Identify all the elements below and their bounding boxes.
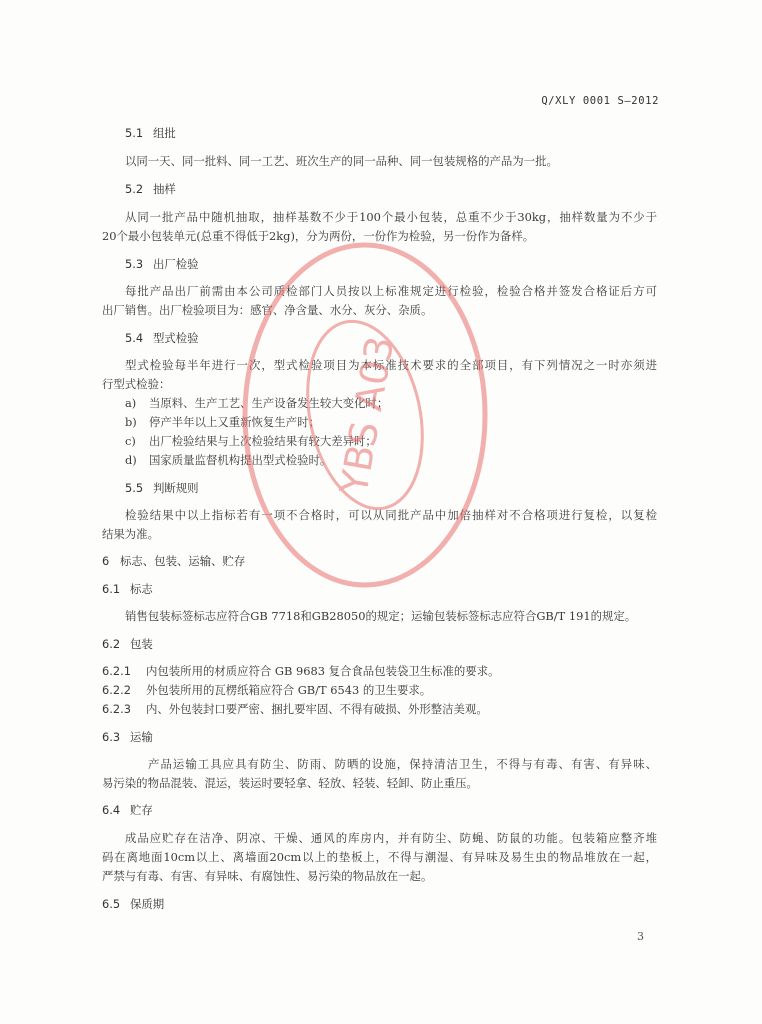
list-marker: 6.2.1	[102, 664, 131, 678]
list-item	[125, 396, 388, 410]
section-6-4-text-line1: 成品应贮存在洁净、阴凉、干燥、通风的库房内，并有防尘、防蝇、防鼠的功能。包装箱应整齐堆	[125, 831, 657, 845]
section-title: 运输	[130, 730, 153, 744]
list-item	[125, 434, 377, 448]
section-number: 6.4	[102, 803, 121, 817]
list-text: 内、外包装封口要严密、捆扎要牢固、不得有破损、外形整洁美观。	[146, 702, 488, 716]
section-6-3-text-line2: 易污染的物品混装、混运，装运时要轻拿、轻放、轻装、轻卸、防止重压。	[102, 776, 478, 790]
list-text: 外包装所用的瓦楞纸箱应符合 GB/T 6543 的卫生要求。	[146, 683, 432, 697]
section-title: 贮存	[130, 803, 153, 817]
section-5-1-heading	[125, 126, 176, 140]
list-text: 内包装所用的材质应符合 GB 9683 复合食品包装袋卫生标准的要求。	[146, 664, 500, 678]
section-number: 5.2	[125, 182, 144, 196]
list-marker: d)	[125, 453, 137, 467]
list-marker: c)	[125, 434, 136, 448]
section-6-3-text-line1: 产品运输工具应具有防尘、防雨、防晒的设施，保持清洁卫生，不得与有毒、有害、有异味、	[148, 757, 657, 771]
section-number: 6.2	[102, 637, 121, 651]
seal-code-text: YBS A03	[331, 333, 403, 498]
section-number: 6.5	[102, 897, 121, 911]
section-5-3-text-line1: 每批产品出厂前需由本公司质检部门人员按以上标准规定进行检验，检验合格并签发合格证后方可	[125, 284, 657, 298]
section-number: 5.5	[125, 481, 144, 495]
section-title: 标志	[130, 582, 153, 596]
section-title: 标志、包装、运输、贮存	[120, 554, 246, 568]
section-title: 型式检验	[153, 331, 199, 345]
section-number: 6.1	[102, 582, 121, 596]
section-5-3-heading	[125, 257, 199, 271]
section-title: 出厂检验	[153, 257, 199, 271]
page-number: 3	[637, 930, 644, 943]
section-6-2-heading	[102, 637, 153, 651]
list-text: 国家质量监督机构提出型式检验时。	[149, 453, 332, 467]
chapter-6-heading	[102, 554, 245, 568]
section-6-3-heading	[102, 730, 153, 744]
section-6-1-heading	[102, 582, 153, 596]
list-item	[125, 415, 320, 429]
section-title: 抽样	[153, 182, 176, 196]
section-5-4-text-line1: 型式检验每半年进行一次，型式检验项目为本标准技术要求的全部项目，有下列情况之一时亦须进	[125, 358, 657, 372]
section-5-5-heading	[125, 481, 199, 495]
section-5-1-text: 以同一天、同一批料、同一工艺、班次生产的同一品种、同一包装规格的产品为一批。	[125, 154, 558, 168]
section-6-4-text-line3: 严禁与有毒、有害、有异味、有腐蚀性、易污染的物品放在一起。	[102, 869, 433, 883]
section-title: 组批	[153, 126, 176, 140]
list-item	[102, 664, 499, 678]
section-title: 包装	[130, 637, 153, 651]
list-item	[102, 683, 431, 697]
list-marker: a)	[125, 396, 137, 410]
section-5-5-text-line2: 结果为准。	[102, 527, 159, 541]
section-5-4-heading	[125, 331, 199, 345]
section-5-2-text-line1: 从同一批产品中随机抽取，抽样基数不少于100个最小包装，总重不少于30kg，抽样数量为不少于	[125, 210, 657, 224]
section-title: 保质期	[130, 897, 165, 911]
section-6-4-heading	[102, 803, 153, 817]
list-text: 出厂检验结果与上次检验结果有较大差异时；	[149, 434, 377, 448]
section-5-3-text-line2: 出厂销售。出厂检验项目为：感官、净含量、水分、灰分、杂质。	[102, 303, 433, 317]
section-title: 判断规则	[153, 481, 199, 495]
list-item	[102, 702, 488, 716]
section-number: 6.3	[102, 730, 121, 744]
section-number: 5.4	[125, 331, 144, 345]
section-number: 5.1	[125, 126, 144, 140]
section-5-4-text-line2: 行型式检验：	[102, 377, 171, 391]
document-code: Q/XLY 0001 S—2012	[541, 95, 659, 107]
section-6-5-heading	[102, 897, 164, 911]
section-5-5-text-line1: 检验结果中以上指标若有一项不合格时，可以从同批产品中加倍抽样对不合格项进行复检，以复检	[125, 508, 657, 522]
section-number: 6	[102, 554, 110, 568]
section-5-2-heading	[125, 182, 176, 196]
section-5-2-text-line2: 20个最小包装单元(总重不得低于2kg)，分为两份，一份作为检验，另一份作为备样。	[102, 229, 535, 243]
list-marker: 6.2.3	[102, 702, 131, 716]
list-text: 停产半年以上又重新恢复生产时；	[149, 415, 320, 429]
list-marker: b)	[125, 415, 137, 429]
section-number: 5.3	[125, 257, 144, 271]
section-6-1-text: 销售包装标签标志应符合GB 7718和GB28050的规定；运输包装标签标志应符合GB/T 191的规定。	[125, 609, 637, 623]
section-6-4-text-line2: 码在离地面10cm以上、离墙面20cm以上的垫板上，不得与潮湿、有异味及易生虫的物品堆放在一起，	[102, 850, 657, 864]
list-marker: 6.2.2	[102, 683, 131, 697]
list-item	[125, 453, 331, 467]
list-text: 当原料、生产工艺、生产设备发生较大变化时；	[149, 396, 389, 410]
